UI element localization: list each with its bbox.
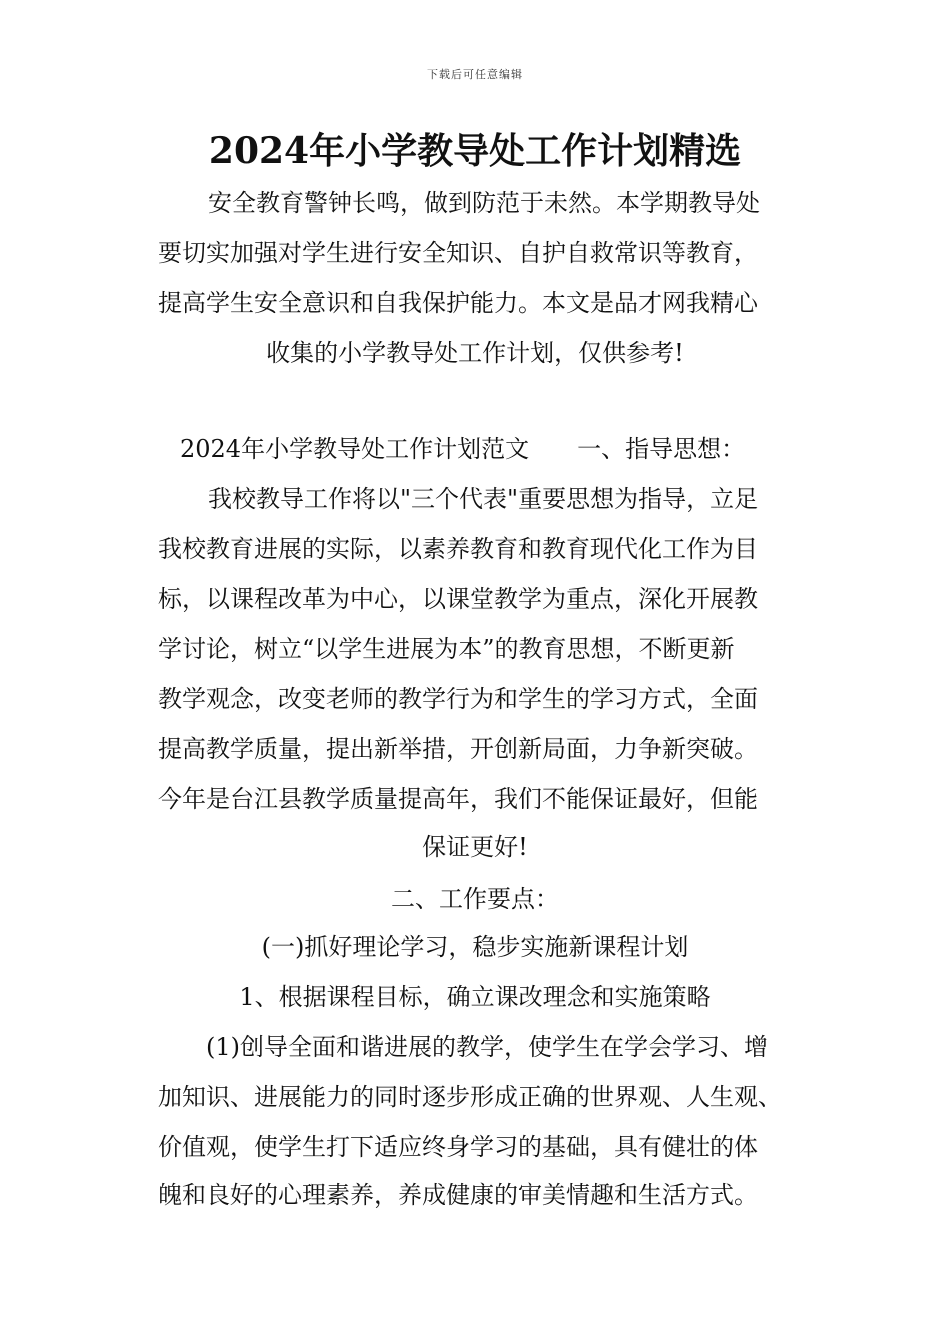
guiding-line-2: 我校教育进展的实际，以素养教育和教育现代化工作为目: [158, 535, 758, 563]
guiding-line-4: 学讨论，树立“以学生进展为本”的教育思想，不断更新: [158, 635, 735, 663]
work-points-heading: 二、工作要点：: [391, 885, 559, 913]
header-note: 下载后可任意编辑: [427, 68, 523, 81]
section-heading: 2024年小学教导处工作计划范文 一、指导思想：: [180, 435, 746, 463]
subheading-1: (一)抓好理论学习，稳步实施新课程计划: [261, 933, 689, 961]
item-1-line-3: 价值观，使学生打下适应终身学习的基础，具有健壮的体: [158, 1133, 758, 1161]
document-title: 2024年小学教导处工作计划精选: [208, 130, 742, 172]
guiding-line-5: 教学观念，改变老师的教学行为和学生的学习方式，全面: [158, 685, 758, 713]
item-1-line-2: 加知识、进展能力的同时逐步形成正确的世界观、人生观、: [158, 1083, 782, 1111]
guiding-line-3: 标，以课程改革为中心，以课堂教学为重点，深化开展教: [158, 585, 758, 613]
subheading-2: 1、根据课程目标，确立课改理念和实施策略: [239, 983, 711, 1011]
intro-line-1: 安全教育警钟长鸣，做到防范于未然。本学期教导处: [208, 189, 760, 217]
item-1-line-4: 魄和良好的心理素养，养成健康的审美情趣和生活方式。: [158, 1181, 758, 1209]
guiding-line-6: 提高教学质量，提出新举措，开创新局面，力争新突破。: [158, 735, 758, 763]
intro-line-4: 收集的小学教导处工作计划，仅供参考!: [266, 339, 684, 367]
guiding-line-1: 我校教导工作将以"三个代表"重要思想为指导，立足: [208, 485, 759, 513]
intro-line-3: 提高学生安全意识和自我保护能力。本文是品才网我精心: [158, 289, 758, 317]
intro-line-2: 要切实加强对学生进行安全知识、自护自救常识等教育，: [158, 239, 758, 267]
guiding-line-8: 保证更好!: [422, 833, 528, 861]
guiding-line-7: 今年是台江县教学质量提高年，我们不能保证最好，但能: [158, 785, 758, 813]
item-1-line-1: (1)创导全面和谐进展的教学，使学生在学会学习、增: [206, 1033, 768, 1061]
